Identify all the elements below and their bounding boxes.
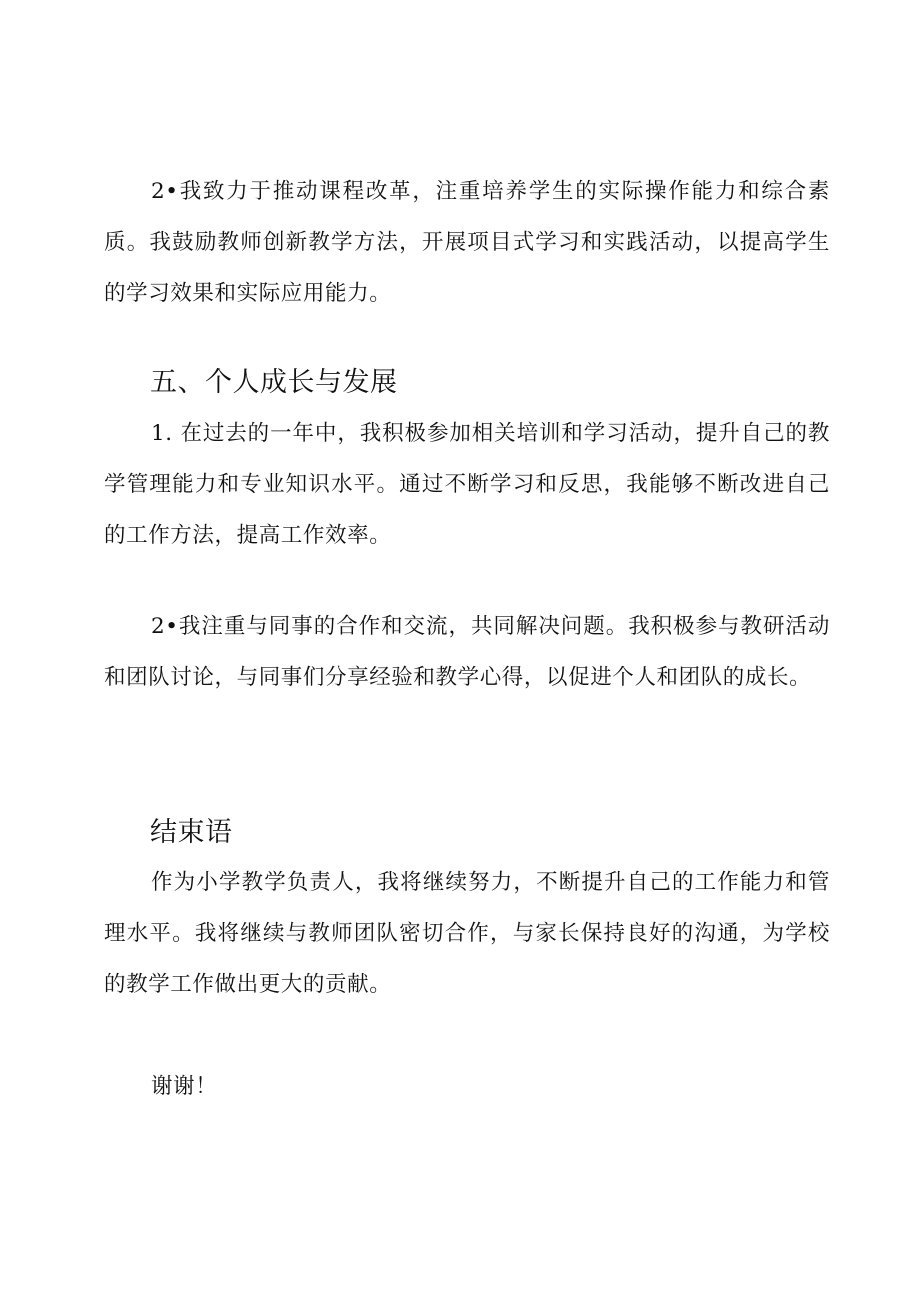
section5-heading: 五、个人成长与发展: [150, 367, 398, 398]
closing-thanks: 谢谢！: [151, 1074, 218, 1099]
conclusion-heading: 结束语: [150, 817, 233, 848]
section4-item2-paragraph: 2•我致力于推动课程改革，注重培养学生的实际操作能力和综合素质。我鼓励教师创新教学方法，开展项目式学习和实践活动，以提高学生的学习效果和实际应用能力。: [104, 179, 830, 306]
conclusion-paragraph: 作为小学教学负责人，我将继续努力，不断提升自己的工作能力和管理水平。我将继续与教师团队密切合作，与家长保持良好的沟通，为学校的教学工作做出更大的贡献。: [104, 870, 830, 997]
section5-item2-paragraph: 2•我注重与同事的合作和交流，共同解决问题。我积极参与教研活动和团队讨论，与同事们分享经验和教学心得，以促进个人和团队的成长。: [104, 614, 830, 690]
section5-item1-paragraph: 1. 在过去的一年中，我积极参加相关培训和学习活动，提升自己的教学管理能力和专业知识水平。通过不断学习和反思，我能够不断改进自己的工作方法，提高工作效率。: [104, 421, 830, 548]
